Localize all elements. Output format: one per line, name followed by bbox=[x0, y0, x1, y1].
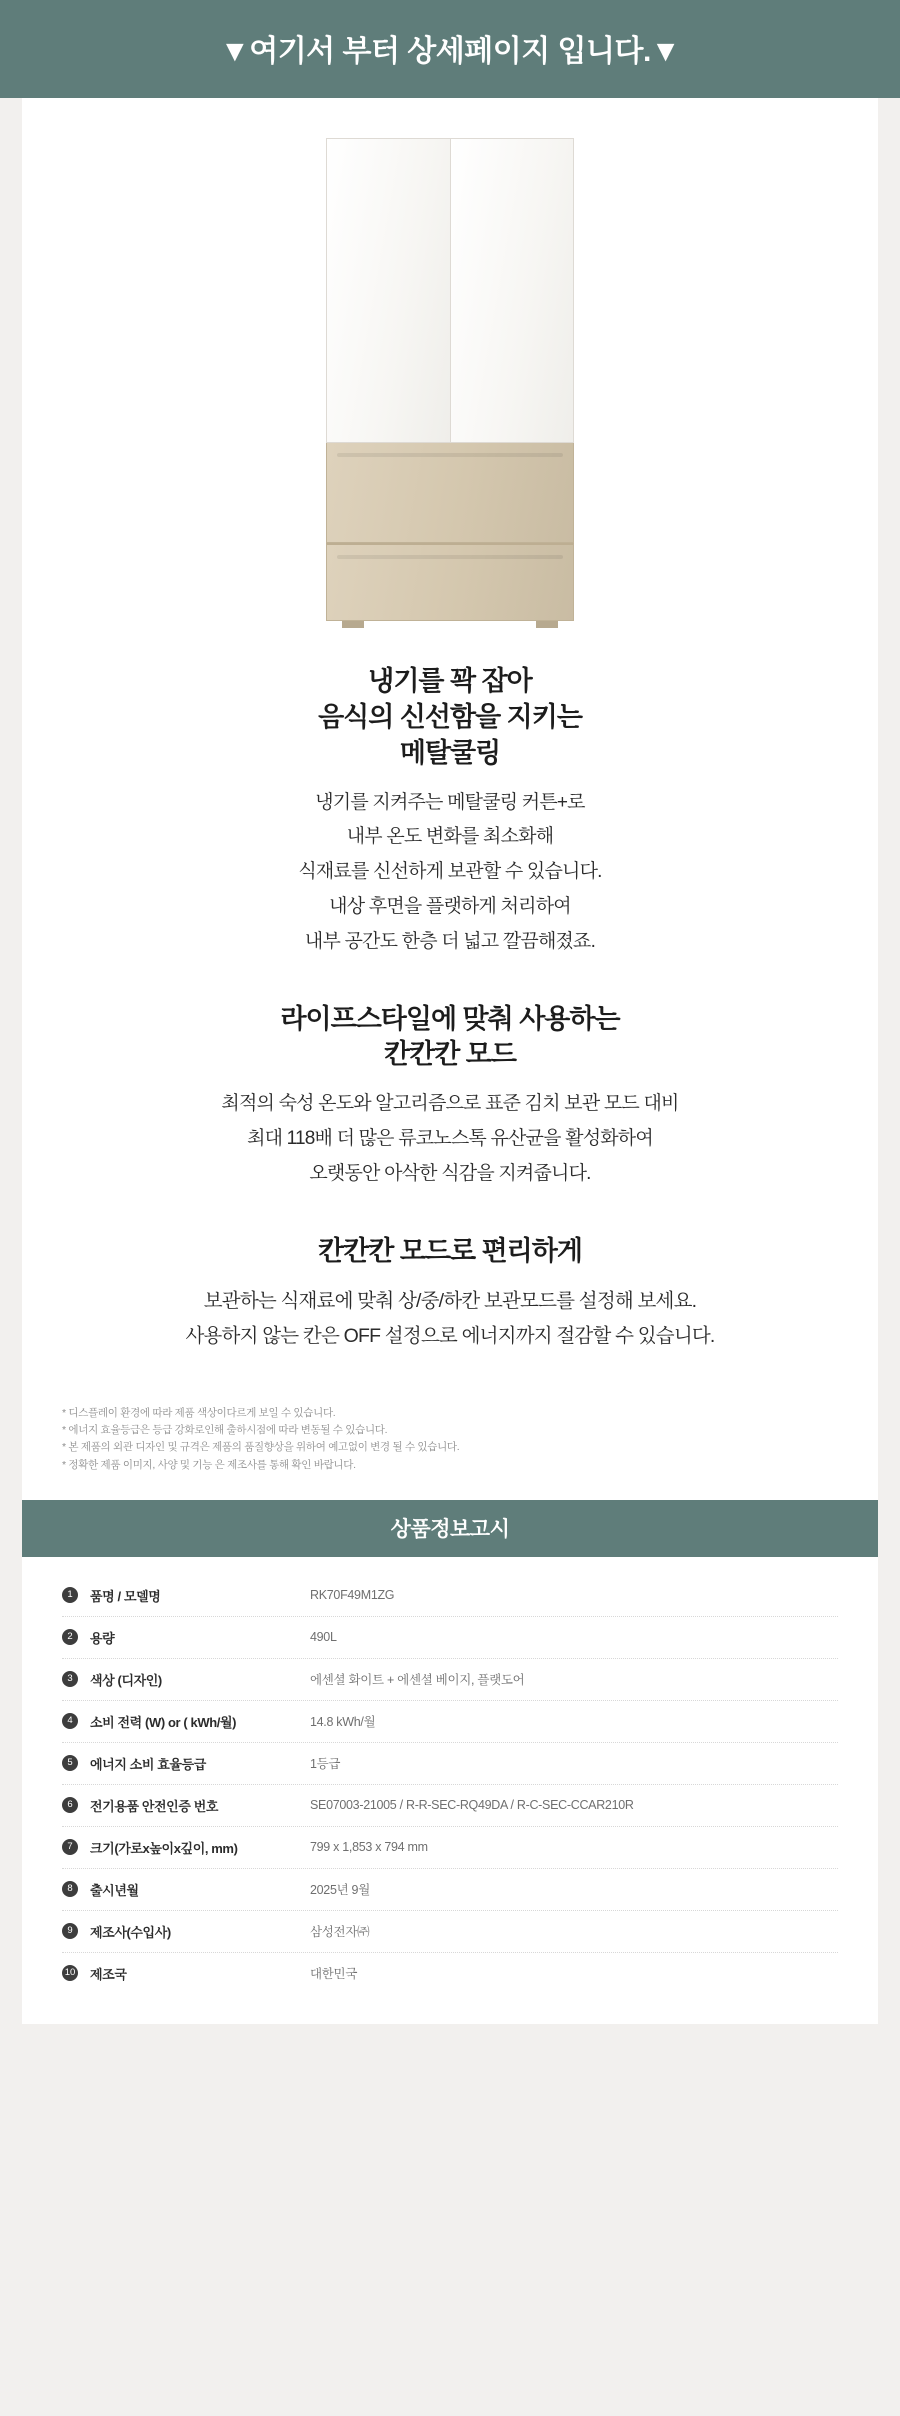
headline-line: 칸칸칸 모드로 편리하게 bbox=[318, 1235, 582, 1266]
fridge-foot-left bbox=[342, 621, 364, 628]
section-headline bbox=[62, 1002, 838, 1074]
row-label: 품명 / 모델명 bbox=[90, 1588, 161, 1604]
row-value: SE07003-21005 / R-R-SEC-RQ49DA / R-C-SEC-CCAR210R bbox=[310, 1798, 634, 1813]
table-row bbox=[62, 1701, 838, 1743]
row-number: 7 bbox=[62, 1839, 78, 1855]
row-number-badge bbox=[62, 1965, 78, 1981]
row-value: 2025년 9월 bbox=[310, 1883, 370, 1898]
body-line: 내부 공간도 한층 더 넓고 깔끔해졌죠. bbox=[304, 930, 596, 952]
table-row bbox=[62, 1659, 838, 1701]
row-number-badge bbox=[62, 1797, 78, 1813]
top-banner bbox=[0, 0, 900, 98]
row-value: 대한민국 bbox=[310, 1967, 358, 1982]
fridge-door-right bbox=[451, 139, 574, 442]
row-label: 색상 (디자인) bbox=[90, 1672, 162, 1688]
row-label: 소비 전력 (W) or ( kWh/월) bbox=[90, 1714, 237, 1730]
drawer-handle-icon bbox=[337, 555, 563, 559]
table-row bbox=[62, 1911, 838, 1953]
body-line: 사용하지 않는 칸은 OFF 설정으로 에너지까지 절감할 수 있습니다. bbox=[185, 1325, 715, 1348]
row-value: 799 x 1,853 x 794 mm bbox=[310, 1840, 428, 1855]
footnote-line: * 본 제품의 외관 디자인 및 규격은 제품의 품질향상을 위하여 예고없이 변경 될 수 있습니다. bbox=[62, 1441, 460, 1454]
headline-line: 라이프스타일에 맞춰 사용하는 bbox=[280, 1003, 620, 1034]
row-number: 5 bbox=[62, 1755, 78, 1771]
table-row bbox=[62, 1617, 838, 1659]
row-value: 14.8 kWh/월 bbox=[310, 1715, 376, 1730]
row-value: 1등급 bbox=[310, 1757, 341, 1772]
fridge-upper-doors bbox=[326, 138, 574, 443]
fridge-door-left bbox=[327, 139, 451, 442]
body-line: 내상 후면을 플랫하게 처리하여 bbox=[329, 896, 571, 918]
fridge-middle-drawer bbox=[326, 443, 574, 543]
row-number-badge bbox=[62, 1587, 78, 1603]
footnotes bbox=[22, 1357, 878, 1500]
row-number: 4 bbox=[62, 1713, 78, 1729]
headline-line: 메탈쿨링 bbox=[399, 737, 501, 768]
row-number: 8 bbox=[62, 1881, 78, 1897]
section-headline bbox=[62, 664, 838, 772]
table-row bbox=[62, 1827, 838, 1869]
feature-section-convenience bbox=[22, 1194, 878, 1353]
row-number: 2 bbox=[62, 1629, 78, 1645]
row-label: 용량 bbox=[90, 1630, 115, 1646]
row-value: 에센셜 화이트 + 에센셜 베이지, 플랫도어 bbox=[310, 1673, 525, 1688]
section-body bbox=[62, 788, 838, 958]
feature-section-kankankan-mode bbox=[22, 962, 878, 1190]
row-value: 490L bbox=[310, 1630, 337, 1645]
row-number: 10 bbox=[62, 1965, 78, 1981]
row-value: 삼성전자㈜ bbox=[310, 1925, 370, 1940]
content-sheet bbox=[22, 98, 878, 2024]
table-row bbox=[62, 1743, 838, 1785]
section-headline bbox=[62, 1234, 838, 1270]
row-number-badge bbox=[62, 1881, 78, 1897]
row-number-badge bbox=[62, 1713, 78, 1729]
table-row bbox=[62, 1785, 838, 1827]
row-label: 출시년월 bbox=[90, 1882, 139, 1898]
refrigerator-illustration bbox=[326, 138, 574, 628]
row-label: 크기(가로x높이x깊이, mm) bbox=[90, 1840, 238, 1856]
row-number-badge bbox=[62, 1629, 78, 1645]
body-line: 보관하는 식재료에 맞춰 상/중/하칸 보관모드를 설정해 보세요. bbox=[203, 1289, 697, 1312]
body-line: 오랫동안 아삭한 식감을 지켜줍니다. bbox=[309, 1162, 591, 1184]
footnote-line: * 정확한 제품 이미지, 사양 및 기능 은 제조사를 통해 확인 바랍니다. bbox=[62, 1458, 356, 1471]
row-value: RK70F49M1ZG bbox=[310, 1588, 395, 1603]
table-row bbox=[62, 1953, 838, 1994]
row-number-badge bbox=[62, 1839, 78, 1855]
row-label: 전기용품 안전인증 번호 bbox=[90, 1798, 219, 1814]
row-label: 에너지 소비 효율등급 bbox=[90, 1756, 206, 1772]
row-number-badge bbox=[62, 1671, 78, 1687]
product-info-header: 상품정보고시 bbox=[22, 1500, 878, 1557]
section-body bbox=[62, 1089, 838, 1189]
section-body bbox=[62, 1286, 838, 1353]
product-image-area bbox=[22, 98, 878, 648]
row-number: 9 bbox=[62, 1923, 78, 1939]
headline-line: 냉기를 꽉 잡아 bbox=[368, 666, 532, 696]
body-line: 냉기를 지켜주는 메탈쿨링 커튼+로 bbox=[315, 791, 585, 813]
feature-section-metal-cooling bbox=[22, 648, 878, 958]
row-number: 3 bbox=[62, 1671, 78, 1687]
row-number-badge bbox=[62, 1755, 78, 1771]
fridge-feet bbox=[326, 621, 574, 628]
row-number-badge bbox=[62, 1923, 78, 1939]
footnote-line: * 에너지 효율등급은 등급 강화로인해 출하시점에 따라 변동될 수 있습니다. bbox=[62, 1424, 388, 1437]
body-line: 식재료를 신선하게 보관할 수 있습니다. bbox=[298, 861, 602, 883]
headline-line: 칸칸칸 모드 bbox=[384, 1039, 516, 1070]
footnote-line: * 디스플레이 환경에 따라 제품 색상이다르게 보일 수 있습니다. bbox=[62, 1406, 336, 1419]
table-row bbox=[62, 1575, 838, 1617]
top-banner-text: ▼여기서 부터 상세페이지 입니다.▼ bbox=[220, 35, 680, 68]
headline-line: 음식의 신선함을 지키는 bbox=[318, 701, 582, 732]
fridge-foot-right bbox=[536, 621, 558, 628]
row-label: 제조국 bbox=[90, 1966, 127, 1982]
drawer-handle-icon bbox=[337, 453, 563, 457]
body-line: 최적의 숙성 온도와 알고리즘으로 표준 김치 보관 모드 대비 bbox=[221, 1093, 679, 1115]
row-label: 제조사(수입사) bbox=[90, 1924, 171, 1940]
row-number: 1 bbox=[62, 1587, 78, 1603]
row-number: 6 bbox=[62, 1797, 78, 1813]
body-line: 내부 온도 변화를 최소화해 bbox=[346, 826, 554, 848]
body-line: 최대 118배 더 많은 류코노스톡 유산균을 활성화하여 bbox=[247, 1128, 653, 1150]
product-info-table bbox=[22, 1557, 878, 2024]
fridge-bottom-drawer bbox=[326, 543, 574, 621]
table-row bbox=[62, 1869, 838, 1911]
